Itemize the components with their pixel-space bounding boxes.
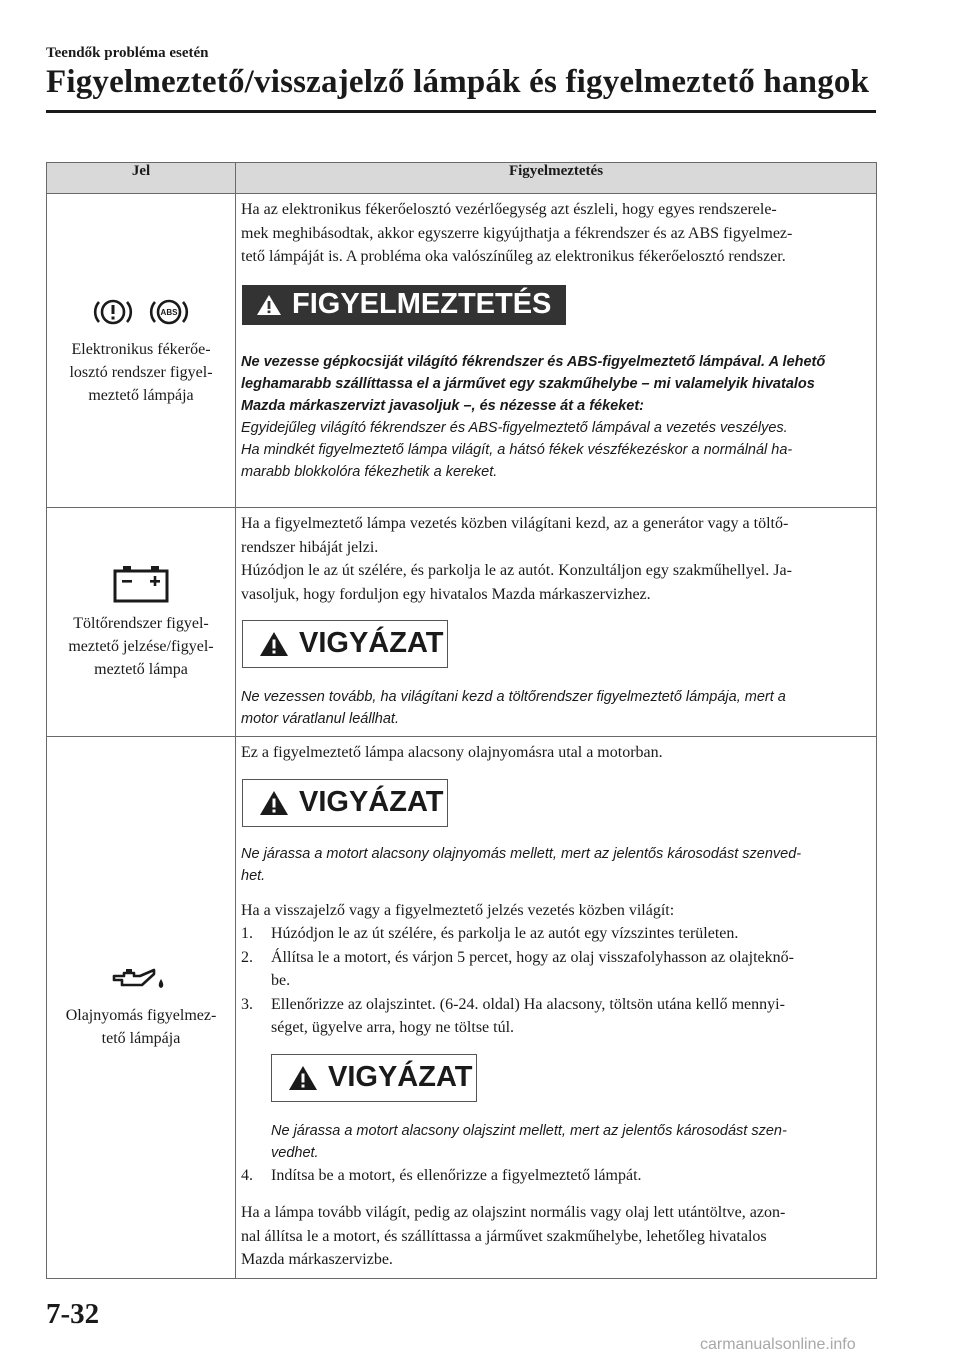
column-header-sign: Jel	[47, 163, 236, 194]
notice-line: marabb blokkolóra fékezhetik a kereket.	[241, 463, 498, 480]
description-line: Húzódjon le az út szélére, és parkolja le az autót. Konzultáljon egy szakműhellyel. Ja-	[241, 562, 792, 579]
warning-triangle-icon	[256, 293, 282, 317]
caution-badge-label: VIGYÁZAT	[299, 627, 444, 660]
oil-pressure-icon	[108, 965, 174, 1000]
bold-notice-line: Ne vezesse gépkocsiját világító fékrendszer és ABS-figyelmeztető lámpával. A lehető	[241, 353, 826, 370]
step-number: 3.	[241, 995, 253, 1013]
sign-name-line: losztó rendszer figyel-	[69, 363, 213, 381]
table-header-row	[47, 163, 877, 194]
caution-badge	[242, 620, 448, 668]
column-header-warning: Figyelmeztetés	[236, 163, 877, 194]
page-title: Figyelmeztető/visszajelző lámpák és figyelmeztető hangok	[46, 64, 870, 100]
step-line: Ellenőrizze az olajszintet. (6-24. oldal) Ha alacsony, töltsön utána kellő mennyi-	[271, 995, 785, 1013]
step-number: 4.	[241, 1166, 253, 1184]
sign-name-line: meztető lámpája	[88, 386, 194, 404]
description-line: rendszer hibáját jelzi.	[241, 538, 379, 556]
steps-list	[241, 922, 870, 1187]
abs-warning-icon	[147, 295, 191, 334]
warning-triangle-icon	[259, 630, 289, 658]
sign-name-line: meztető jelzése/figyel-	[68, 638, 214, 655]
description-line: Ez a figyelmeztető lámpa alacsony olajnyomásra utal a motorban.	[241, 744, 663, 761]
warning-triangle-icon	[288, 1064, 318, 1092]
step-line: Állítsa le a motort, és várjon 5 percet, hogy az olaj visszafolyhasson az olajteknő-	[271, 948, 794, 966]
bold-notice-line: leghamarabb szállíttassa el a járművet egy szakműhelybe – mi valamelyik hivatalos	[241, 375, 815, 392]
text-cell-brake	[236, 194, 877, 508]
text-cell-oil	[236, 737, 877, 1279]
table-row-oil	[47, 737, 877, 1279]
sign-name-line: Olajnyomás figyelmez-	[65, 1006, 217, 1024]
step-line: Indítsa be a motort, és ellenőrizze a figyelmeztető lámpát.	[271, 1166, 642, 1184]
description-line: tető lámpáját is. A probléma oka valószínűleg az elektronikus fékerőelosztó rendszer.	[241, 248, 786, 265]
notice-line: Ne járassa a motort alacsony olajnyomás mellett, mert az jelentős károsodást szenved-	[241, 845, 802, 862]
list-item	[241, 1164, 870, 1188]
caution-badge-label: VIGYÁZAT	[328, 1060, 473, 1093]
caution-badge	[271, 1054, 477, 1102]
battery-icon	[111, 563, 171, 608]
watermark: carmanualsonline.info	[700, 1336, 856, 1353]
notice-line: Egyidejűleg világító fékrendszer és ABS-figyelmeztető lámpával a vezetés veszélyes.	[241, 419, 788, 436]
list-item	[241, 946, 870, 993]
description-line: Ha a lámpa tovább világít, pedig az olajszint normális vagy olaj lett utántöltve, azon-	[241, 1204, 786, 1221]
sign-cell-charging	[47, 508, 236, 737]
notice-line: het.	[241, 867, 266, 884]
warning-badge	[242, 285, 566, 325]
description-line: nal állítsa le a motort, és szállíttassa a járművet szakműhelybe, lehetőleg hivatalos	[241, 1227, 767, 1245]
notice-line: Ha mindkét figyelmeztető lámpa világít, a hátsó fékek vészfékezéskor a normálnál ha-	[241, 441, 793, 458]
sign-name-brake	[53, 338, 229, 407]
list-item	[241, 993, 870, 1164]
sign-cell-brake	[47, 194, 236, 508]
sign-name-line: Elektronikus fékerőe-	[71, 340, 211, 358]
bold-notice-line: Mazda márkaszervizt javasoljuk –, és nézesse át a fékeket:	[241, 397, 644, 414]
description-line: Ha az elektronikus fékerőelosztó vezérlőegység azt észleli, hogy egyes rendszerele-	[241, 201, 777, 218]
description-line: Ha a visszajelző vagy a figyelmeztető jelzés vezetés közben világít:	[241, 901, 675, 919]
title-rule	[46, 110, 876, 113]
warning-badge-label: FIGYELMEZTETÉS	[292, 287, 552, 320]
sign-name-line: tető lámpája	[101, 1029, 181, 1047]
step-line: Húzódjon le az út szélére, és parkolja le az autót egy vízszintes területen.	[271, 925, 739, 942]
caution-badge-label: VIGYÁZAT	[299, 785, 444, 818]
table-row-brake	[47, 194, 877, 508]
description-line: Mazda márkaszervizbe.	[241, 1251, 393, 1268]
brake-warning-icon	[91, 295, 135, 334]
description-line: vasoljuk, hogy forduljon egy hivatalos Mazda márkaszervizhez.	[241, 585, 651, 603]
description-line: mek meghibásodtak, akkor egyszerre kigyújthatja a fékrendszer és az ABS figyelmez-	[241, 224, 793, 242]
step-line: be.	[271, 972, 291, 989]
abs-icon-text: ABS	[160, 307, 178, 317]
notice-line: motor váratlanul leállhat.	[241, 711, 399, 727]
warning-table	[46, 162, 877, 1279]
caution-badge	[242, 779, 448, 827]
list-item	[241, 922, 870, 946]
sign-name-charging	[53, 612, 229, 681]
notice-line: Ne járassa a motort alacsony olajszint mellett, mert az jelentős károsodást szen-	[271, 1122, 787, 1139]
section-label: Teendők probléma esetén	[46, 45, 209, 61]
sign-cell-oil	[47, 737, 236, 1279]
sign-name-oil	[53, 1004, 229, 1050]
sign-name-line: meztető lámpa	[94, 661, 188, 678]
text-cell-charging	[236, 508, 877, 737]
sign-name-line: Töltőrendszer figyel-	[73, 615, 209, 632]
step-line: séget, ügyelve arra, hogy ne töltse túl.	[271, 1019, 515, 1036]
step-number: 2.	[241, 948, 253, 966]
page-number: 7-32	[46, 1298, 100, 1330]
step-number: 1.	[241, 925, 253, 942]
description-line: Ha a figyelmeztető lámpa vezetés közben világítani kezd, az a generátor vagy a töltő-	[241, 515, 789, 532]
notice-line: vedhet.	[271, 1144, 319, 1161]
warning-triangle-icon	[259, 789, 289, 817]
table-row-charging	[47, 508, 877, 737]
notice-line: Ne vezessen tovább, ha világítani kezd a töltőrendszer figyelmeztető lámpája, mert a	[241, 689, 786, 705]
